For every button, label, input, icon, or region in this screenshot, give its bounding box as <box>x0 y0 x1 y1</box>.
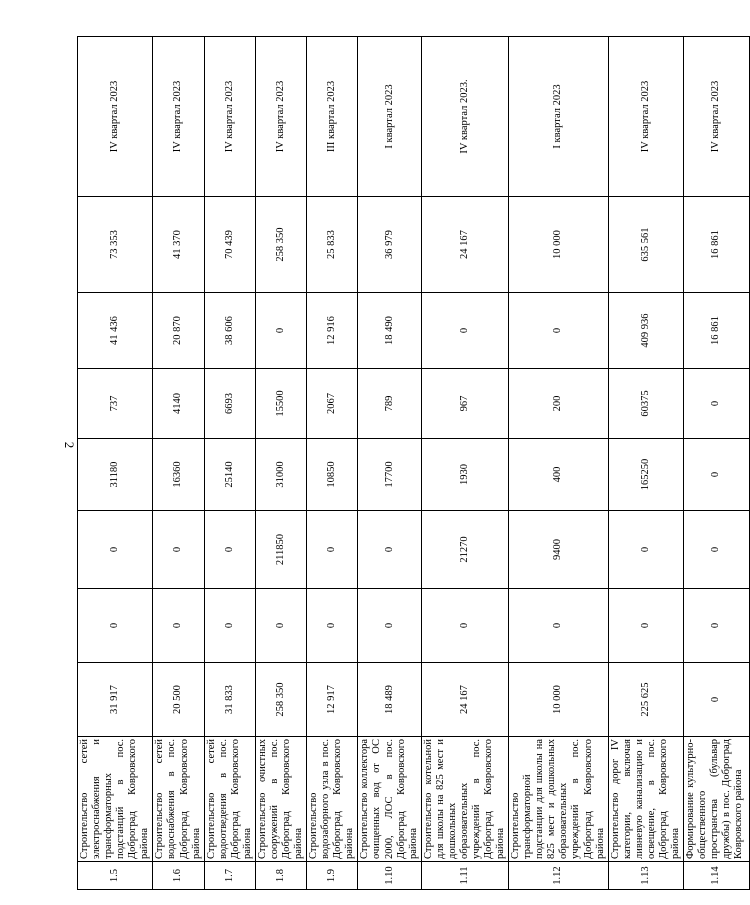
value-col-4: 165250 <box>608 439 683 511</box>
value-col-4: 1930 <box>421 439 508 511</box>
table-row <box>358 37 421 890</box>
value-col-1: 225 625 <box>608 663 683 737</box>
value-col-3: 21270 <box>421 511 508 589</box>
table-row <box>204 37 255 890</box>
value-col-1: 258 350 <box>255 663 306 737</box>
value-col-1: 10 000 <box>509 663 609 737</box>
object-name: Строительство сетей водоснабжения в пос. Доброград Ковровского района <box>153 737 204 862</box>
row-index: 1.13 <box>608 862 683 890</box>
value-col-5: 200 <box>509 369 609 439</box>
row-index: 1.8 <box>255 862 306 890</box>
value-col-6: 16 861 <box>684 293 750 369</box>
value-col-7: 16 861 <box>684 197 750 293</box>
table-row <box>608 37 683 890</box>
value-col-2: 0 <box>421 589 508 663</box>
object-name: Строительство дорог IV категории, включая ливневую канализацию и освещение, в пос. Доброград Ковровского района <box>608 737 683 862</box>
value-col-1: 31 917 <box>78 663 153 737</box>
value-col-6: 20 870 <box>153 293 204 369</box>
object-name: Формирование культурно-общественного пространства (бульвар дружбы) в пос. Доброград Ковровского района <box>684 737 750 862</box>
value-col-2: 0 <box>608 589 683 663</box>
value-col-7: 70 439 <box>204 197 255 293</box>
value-col-5: 4140 <box>153 369 204 439</box>
value-col-6: 409 936 <box>608 293 683 369</box>
value-col-7: 25 833 <box>307 197 358 293</box>
value-col-5: 0 <box>684 369 750 439</box>
value-col-3: 0 <box>684 511 750 589</box>
value-col-5: 6693 <box>204 369 255 439</box>
investment-table <box>77 36 750 890</box>
value-col-5: 2067 <box>307 369 358 439</box>
value-col-4: 16360 <box>153 439 204 511</box>
value-col-6: 0 <box>509 293 609 369</box>
value-col-2: 0 <box>358 589 421 663</box>
value-col-3: 211850 <box>255 511 306 589</box>
table-row <box>421 37 508 890</box>
value-col-3: 0 <box>608 511 683 589</box>
value-col-4: 0 <box>684 439 750 511</box>
value-col-5: 60375 <box>608 369 683 439</box>
value-col-4: 31000 <box>255 439 306 511</box>
value-col-2: 0 <box>153 589 204 663</box>
value-col-6: 0 <box>255 293 306 369</box>
completion-period: IV квартал 2023 <box>684 37 750 197</box>
rotated-table-container <box>77 37 745 890</box>
table-row <box>684 37 750 890</box>
object-name: Строительство коллектора очищенных вод от ОС 2000, ЛОС в пос. Доброград Ковровского района <box>358 737 421 862</box>
table-row <box>78 37 153 890</box>
value-col-1: 20 500 <box>153 663 204 737</box>
table-row <box>255 37 306 890</box>
value-col-3: 0 <box>78 511 153 589</box>
value-col-7: 10 000 <box>509 197 609 293</box>
value-col-1: 0 <box>684 663 750 737</box>
row-index: 1.10 <box>358 862 421 890</box>
value-col-6: 18 490 <box>358 293 421 369</box>
value-col-4: 10850 <box>307 439 358 511</box>
value-col-6: 41 436 <box>78 293 153 369</box>
table-frame <box>77 37 745 890</box>
value-col-3: 0 <box>204 511 255 589</box>
value-col-3: 0 <box>358 511 421 589</box>
row-index: 1.14 <box>684 862 750 890</box>
value-col-2: 0 <box>78 589 153 663</box>
value-col-2: 0 <box>255 589 306 663</box>
object-name: Строительство очистных сооружений в пос. Доброград Ковровского района <box>255 737 306 862</box>
object-name: Строительство водозаборного узла в пос. Доброград Ковровского района <box>307 737 358 862</box>
value-col-6: 12 916 <box>307 293 358 369</box>
value-col-2: 0 <box>684 589 750 663</box>
completion-period: IV квартал 2023 <box>608 37 683 197</box>
object-name: Строительство сетей электроснабжения и трансформаторных подстанций в пос. Доброград Ковровского района <box>78 737 153 862</box>
value-col-1: 24 167 <box>421 663 508 737</box>
value-col-5: 967 <box>421 369 508 439</box>
completion-period: IV квартал 2023 <box>255 37 306 197</box>
value-col-3: 9400 <box>509 511 609 589</box>
value-col-6: 38 606 <box>204 293 255 369</box>
value-col-5: 789 <box>358 369 421 439</box>
table-row <box>509 37 609 890</box>
completion-period: IV квартал 2023. <box>421 37 508 197</box>
row-index: 1.7 <box>204 862 255 890</box>
value-col-5: 737 <box>78 369 153 439</box>
value-col-2: 0 <box>509 589 609 663</box>
value-col-7: 24 167 <box>421 197 508 293</box>
value-col-7: 258 350 <box>255 197 306 293</box>
object-name: Строительство трансформаторной подстанции для школы на 825 мест и дошкольных образовательных учреждений в пос. Доброград Ковровского района <box>509 737 609 862</box>
row-index: 1.11 <box>421 862 508 890</box>
value-col-4: 25140 <box>204 439 255 511</box>
value-col-4: 17700 <box>358 439 421 511</box>
value-col-3: 0 <box>307 511 358 589</box>
row-index: 1.12 <box>509 862 609 890</box>
value-col-7: 635 561 <box>608 197 683 293</box>
object-name: Строительство котельной для школы на 825 мест и дошкольных образовательных учреждений в пос. Доброград Ковровского района <box>421 737 508 862</box>
completion-period: IV квартал 2023 <box>78 37 153 197</box>
value-col-7: 73 353 <box>78 197 153 293</box>
value-col-2: 0 <box>204 589 255 663</box>
row-index: 1.6 <box>153 862 204 890</box>
completion-period: IV квартал 2023 <box>153 37 204 197</box>
value-col-4: 31180 <box>78 439 153 511</box>
completion-period: I квартал 2023 <box>509 37 609 197</box>
row-index: 1.9 <box>307 862 358 890</box>
value-col-1: 18 489 <box>358 663 421 737</box>
value-col-2: 0 <box>307 589 358 663</box>
value-col-7: 36 979 <box>358 197 421 293</box>
value-col-5: 15500 <box>255 369 306 439</box>
completion-period: IV квартал 2023 <box>204 37 255 197</box>
table-row <box>307 37 358 890</box>
completion-period: III квартал 2023 <box>307 37 358 197</box>
value-col-6: 0 <box>421 293 508 369</box>
value-col-1: 31 833 <box>204 663 255 737</box>
object-name: Строительство сетей водоотведения в пос. Доброград Ковровского района <box>204 737 255 862</box>
value-col-3: 0 <box>153 511 204 589</box>
table-row <box>153 37 204 890</box>
row-index: 1.5 <box>78 862 153 890</box>
value-col-1: 12 917 <box>307 663 358 737</box>
value-col-7: 41 370 <box>153 197 204 293</box>
page-number: 2 <box>62 441 77 449</box>
completion-period: I квартал 2023 <box>358 37 421 197</box>
value-col-4: 400 <box>509 439 609 511</box>
